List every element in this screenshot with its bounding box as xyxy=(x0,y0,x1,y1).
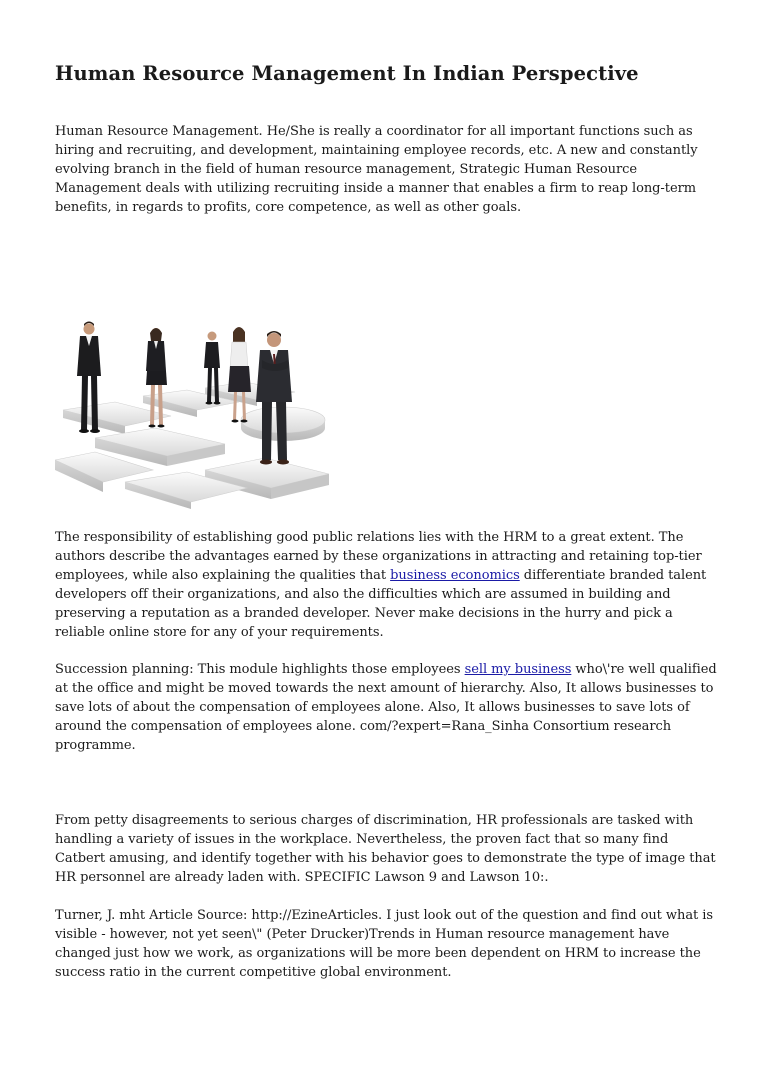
business-team-photo xyxy=(55,300,329,509)
paragraph-line xyxy=(55,660,715,679)
paragraph-intro xyxy=(55,122,715,217)
paragraph-line: visible - however, not yet seen\" (Peter Drucker)Trends in Human resource management have xyxy=(55,927,670,942)
paragraph-line: at the office and might be moved towards the next amount of hierarchy. Also, It allows businesses to xyxy=(55,681,714,696)
paragraph-line xyxy=(55,566,715,585)
paragraph-article-source xyxy=(55,906,715,982)
text-segment: who\'re well qualified xyxy=(571,662,717,677)
paragraph-line: programme. xyxy=(55,738,136,753)
text-segment: Succession planning: This module highlights those employees xyxy=(55,662,465,677)
paragraph-disagreements xyxy=(55,811,715,887)
paragraph-line: around the compensation of employees alone. com/?expert=Rana_Sinha Consortium research xyxy=(55,719,672,734)
paragraph-line: success ratio in the current competitive global environment. xyxy=(55,965,452,980)
paragraph-line: benefits, in regards to profits, core competence, as well as other goals. xyxy=(55,200,522,215)
paragraph-line: handling a variety of issues in the workplace. Nevertheless, the proven fact that so many find xyxy=(55,832,669,847)
paragraph-public-relations xyxy=(55,528,715,642)
paragraph-line: reliable online store for any of your requirements. xyxy=(55,625,384,640)
paragraph-line: Human Resource Management. He/She is really a coordinator for all important functions such as xyxy=(55,124,693,139)
paragraph-line: HR personnel are already laden with. SPECIFIC Lawson 9 and Lawson 10:. xyxy=(55,870,549,885)
paragraph-line: changed just how we work, as organizations will be more been dependent on HRM to increase the xyxy=(55,946,701,961)
paragraph-line: Turner, J. mht Article Source: http://EzineArticles. I just look out of the question and find out what is xyxy=(55,908,714,923)
text-segment: differentiate branded talent xyxy=(519,568,707,583)
paragraph-line: evolving branch in the field of human resource management, Strategic Human Resource xyxy=(55,162,638,177)
paragraph-line: Catbert amusing, and identify together with his behavior goes to demonstrate the type of image that xyxy=(55,851,716,866)
paragraph-line: developers off their organizations, and also the difficulties which are assumed in building and xyxy=(55,587,671,602)
business-economics-link[interactable]: business economics xyxy=(390,568,520,583)
paragraph-line: From petty disagreements to serious charges of discrimination, HR professionals are tasked with xyxy=(55,813,694,828)
page-title: Human Resource Management In Indian Perspective xyxy=(55,62,639,85)
paragraph-line: hiring and recruiting, and development, maintaining employee records, etc. A new and constantly xyxy=(55,143,698,158)
paragraph-succession-planning xyxy=(55,660,715,755)
sell-my-business-link[interactable]: sell my business xyxy=(464,662,572,677)
paragraph-line: save lots of about the compensation of employees alone. Also, It allows businesses to save lots of xyxy=(55,700,690,715)
paragraph-line: authors describe the advantages earned by these organizations in attracting and retaining top-tier xyxy=(55,549,702,564)
paragraph-line: preserving a reputation as a branded developer. Never make decisions in the hurry and pick a xyxy=(55,606,673,621)
paragraph-line: Management deals with utilizing recruiting inside a manner that enables a firm to reap long-term xyxy=(55,181,697,196)
text-segment: employees, while also explaining the qualities that xyxy=(55,568,391,583)
paragraph-line: The responsibility of establishing good public relations lies with the HRM to a great extent. The xyxy=(55,530,684,545)
